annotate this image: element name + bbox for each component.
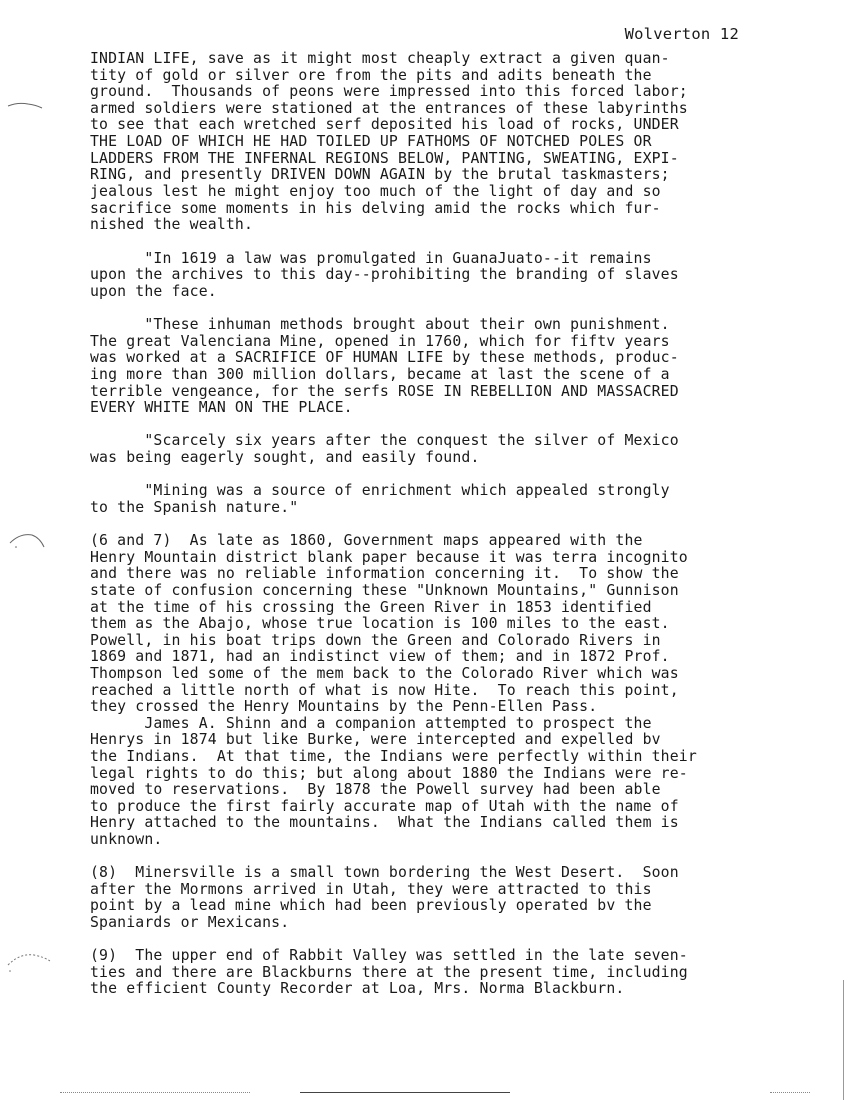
text-line: them as the Abajo, whose true location is 100 miles to the east. xyxy=(90,615,670,632)
text-line: they crossed the Henry Mountains by the Penn-Ellen Pass. xyxy=(90,698,598,715)
text-line: RING, and presently DRIVEN DOWN AGAIN by the brutal taskmasters; xyxy=(90,166,670,183)
text-line: Henry attached to the mountains. What the Indians called them is xyxy=(90,814,679,831)
text-line: moved to reservations. By 1878 the Powell survey had been able xyxy=(90,781,661,798)
margin-scan-mark xyxy=(4,96,44,116)
text-line: upon the face. xyxy=(90,283,217,300)
text-line: ties and there are Blackburns there at the present time, including xyxy=(90,964,688,981)
text-line: legal rights to do this; but along about 1880 the Indians were re- xyxy=(90,765,688,782)
text-line: tity of gold or silver ore from the pits and adits beneath the xyxy=(90,67,652,84)
text-line: was being eagerly sought, and easily found. xyxy=(90,449,480,466)
text-line: nished the wealth. xyxy=(90,216,254,233)
text-line: Powell, in his boat trips down the Green and Colorado Rivers in xyxy=(90,632,661,649)
text-line: point by a lead mine which had been previously operated bv the xyxy=(90,897,652,914)
text-line: LADDERS FROM THE INFERNAL REGIONS BELOW, PANTING, SWEATING, EXPI- xyxy=(90,150,679,167)
text-line: Spaniards or Mexicans. xyxy=(90,914,290,931)
text-line: the Indians. At that time, the Indians were perfectly within their xyxy=(90,748,697,765)
margin-scan-mark xyxy=(6,525,46,553)
text-line: 1869 and 1871, had an indistinct view of them; and in 1872 Prof. xyxy=(90,648,670,665)
text-line: "These inhuman methods brought about their own punishment. xyxy=(90,316,670,333)
text-line: (8) Minersville is a small town bordering the West Desert. Soon xyxy=(90,864,679,881)
text-line: INDIAN LIFE, save as it might most cheaply extract a given quan- xyxy=(90,50,670,67)
text-line: ground. Thousands of peons were impressed into this forced labor; xyxy=(90,83,688,100)
text-line: armed soldiers were stationed at the entrances of these labyrinths xyxy=(90,100,688,117)
text-line: (9) The upper end of Rabbit Valley was settled in the late seven- xyxy=(90,947,688,964)
text-line: Henry Mountain district blank paper because it was terra incognito xyxy=(90,549,688,566)
text-line: the efficient County Recorder at Loa, Mrs. Norma Blackburn. xyxy=(90,980,625,997)
text-line: to see that each wretched serf deposited his load of rocks, UNDER xyxy=(90,116,679,133)
text-line: James A. Shinn and a companion attempted to prospect the xyxy=(90,715,652,732)
text-line: EVERY WHITE MAN ON THE PLACE. xyxy=(90,399,353,416)
text-line: at the time of his crossing the Green River in 1853 identified xyxy=(90,599,652,616)
text-line: terrible vengeance, for the serfs ROSE IN REBELLION AND MASSACRED xyxy=(90,383,679,400)
text-line: upon the archives to this day--prohibiting the branding of slaves xyxy=(90,266,679,283)
text-line: sacrifice some moments in his delving amid the rocks which fur- xyxy=(90,200,661,217)
text-line: THE LOAD OF WHICH HE HAD TOILED UP FATHOMS OF NOTCHED POLES OR xyxy=(90,133,652,150)
margin-scan-mark xyxy=(2,945,52,975)
text-line: ing more than 300 million dollars, became at last the scene of a xyxy=(90,366,670,383)
text-line: unknown. xyxy=(90,831,163,848)
text-line: and there was no reliable information concerning it. To show the xyxy=(90,565,679,582)
text-line: (6 and 7) As late as 1860, Government maps appeared with the xyxy=(90,532,643,549)
text-line: "In 1619 a law was promulgated in GuanaJuato--it remains xyxy=(90,250,652,267)
text-line: "Scarcely six years after the conquest the silver of Mexico xyxy=(90,432,679,449)
right-edge-line xyxy=(843,980,844,1100)
text-line: to the Spanish nature." xyxy=(90,499,299,516)
text-line: to produce the first fairly accurate map of Utah with the name of xyxy=(90,798,679,815)
text-line: after the Mormons arrived in Utah, they were attracted to this xyxy=(90,881,652,898)
text-line: The great Valenciana Mine, opened in 1760, which for fiftv years xyxy=(90,333,670,350)
bottom-rule xyxy=(300,1092,510,1093)
text-line: was worked at a SACRIFICE OF HUMAN LIFE by these methods, produc- xyxy=(90,349,679,366)
text-line: Henrys in 1874 but like Burke, were intercepted and expelled bv xyxy=(90,731,661,748)
text-line: Thompson led some of the mem back to the Colorado River which was xyxy=(90,665,679,682)
page-header: Wolverton 12 xyxy=(624,25,739,43)
text-line: state of confusion concerning these "Unknown Mountains," Gunnison xyxy=(90,582,679,599)
bottom-dotted-rule xyxy=(770,1092,810,1093)
text-line: jealous lest he might enjoy too much of the light of day and so xyxy=(90,183,661,200)
text-line: reached a little north of what is now Hite. To reach this point, xyxy=(90,682,679,699)
bottom-dotted-rule xyxy=(60,1092,250,1093)
text-line: "Mining was a source of enrichment which appealed strongly xyxy=(90,482,670,499)
